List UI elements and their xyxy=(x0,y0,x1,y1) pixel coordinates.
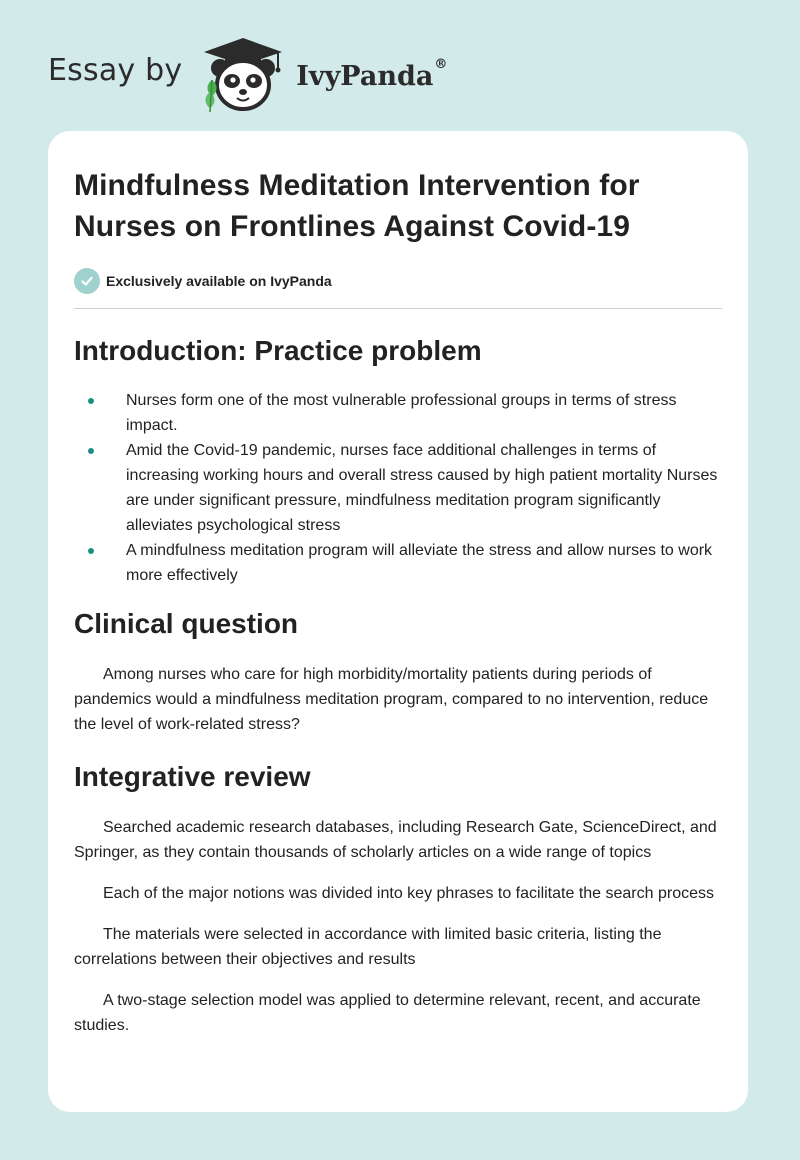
section-heading-review: Integrative review xyxy=(74,761,311,792)
section-heading-intro: Introduction: Practice problem xyxy=(74,335,482,366)
review-paragraph: Each of the major notions was divided into key phrases to facilitate the search process xyxy=(103,885,714,902)
essay-card xyxy=(48,131,748,1112)
intro-bullet-list xyxy=(74,388,722,588)
brand-text: IvyPanda xyxy=(296,60,434,92)
panda-logo-icon[interactable] xyxy=(198,34,288,114)
section-heading-clinical: Clinical question xyxy=(74,608,299,639)
review-paragraph: A two-stage selection model was applied to determine relevant, recent, and accurate studies. xyxy=(74,992,701,1034)
list-item xyxy=(74,388,722,438)
bullet-text: Amid the Covid-19 pandemic, nurses face additional challenges in terms of increasing working hours and overall stress caused by high patient mortality Nurses are under significant pressure, mindfulness meditation program significantly alleviates psychological stress xyxy=(126,442,718,534)
bullet-icon xyxy=(88,448,94,454)
exclusive-label: Exclusively available on IvyPanda xyxy=(106,273,332,289)
bullet-text: A mindfulness meditation program will alleviate the stress and allow nurses to work more effectively xyxy=(126,542,713,584)
review-paragraph: The materials were selected in accordance with limited basic criteria, listing the correlations between their objectives and results xyxy=(74,926,662,968)
bullet-icon xyxy=(88,398,94,404)
title-line-2: Nurses on Frontlines Against Covid-19 xyxy=(74,210,631,243)
title-line-1: Mindfulness Meditation Intervention for xyxy=(74,169,640,202)
essay-title xyxy=(74,165,722,247)
bullet-text: Nurses form one of the most vulnerable professional groups in terms of stress impact. xyxy=(126,392,677,434)
exclusive-badge xyxy=(74,267,722,295)
check-circle-icon xyxy=(74,268,100,294)
essay-by-label: Essay by xyxy=(48,52,183,88)
list-item xyxy=(74,438,722,538)
site-header xyxy=(48,34,447,114)
divider xyxy=(74,308,722,309)
registered-mark: ® xyxy=(434,56,448,72)
list-item xyxy=(74,538,722,588)
brand-name[interactable] xyxy=(296,56,448,92)
bullet-icon xyxy=(88,548,94,554)
clinical-question-paragraph: Among nurses who care for high morbidity/mortality patients during periods of pandemics would a mindfulness meditation program, compared to no intervention, reduce the level of work-related stress? xyxy=(74,666,709,733)
review-paragraph: Searched academic research databases, including Research Gate, ScienceDirect, and Springer, as they contain thousands of scholarly articles on a wide range of topics xyxy=(74,819,717,861)
